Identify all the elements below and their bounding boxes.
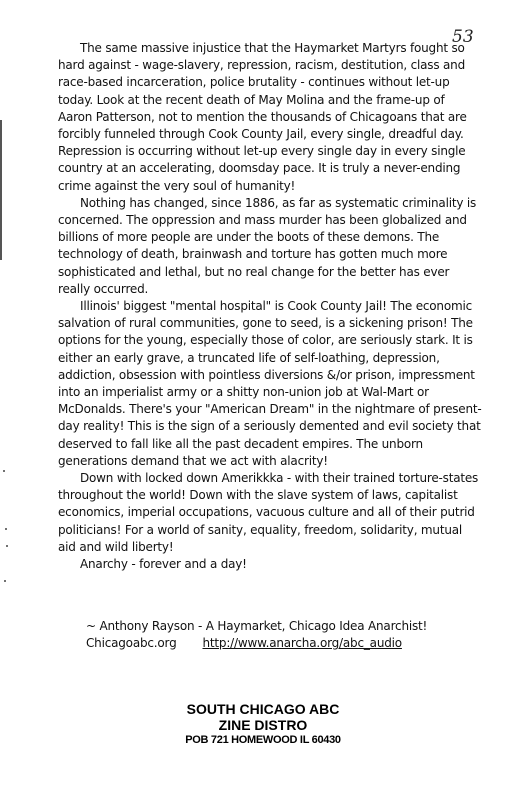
author-byline: ~ Anthony Rayson - A Haymarket, Chicago Idea Anarchist! <box>86 619 428 633</box>
signature-links <box>86 635 486 652</box>
page-number: 53 <box>452 27 474 47</box>
paragraph: Nothing has changed, since 1886, as far as systematic criminality is concerned. The oppression and mass murder has been globalized and billions of more people are under the boots of these demons. The technology of death, brainwash and torture has gotten much more sophisticated and lethal, but no real change for the better has ever really occurred. <box>58 195 477 296</box>
footer-address: POB 721 HOMEWOOD IL 60430 <box>185 734 341 746</box>
margin-speck <box>3 470 5 472</box>
paragraph: Anarchy - forever and a day! <box>80 557 247 572</box>
footer-org-name: SOUTH CHICAGO ABC <box>186 701 340 717</box>
left-margin-mark <box>0 120 2 260</box>
margin-speck <box>6 545 8 547</box>
margin-speck <box>5 528 7 530</box>
audio-url-link[interactable]: http://www.anarcha.org/abc_audio <box>202 636 402 651</box>
site-link[interactable]: Chicagoabc.org <box>86 636 177 651</box>
distro-footer <box>0 701 526 747</box>
signature-block <box>86 618 486 652</box>
article-body <box>58 40 482 573</box>
paragraph: Illinois' biggest "mental hospital" is Cook County Jail! The economic salvation of rural communities, gone to seed, is a sickening prison! The options for the young, especially those of color, are seriously stark. It is either an early grave, a truncated life of self-loathing, depression, addiction, obsession with pointless diversions &/or prison, impressment into an imperialist army or a shitty non-union job at Wal-Mart or McDonalds. There's your "American Dream" in the nightmare of present-day reality! This is the sign of a seriously demented and evil society that deserved to fall like all the past decadent empires. The unborn generations demand that we act with alacrity! <box>58 299 482 468</box>
paragraph: Down with locked down Amerikkka - with their trained torture-states throughout the world! Down with the slave system of laws, capitalist economics, imperial occupations, vacuous culture and all of their putrid politicians! For a world of sanity, equality, freedom, solidarity, mutual aid and wild liberty! <box>58 471 479 554</box>
paragraph: The same massive injustice that the Haymarket Martyrs fought so hard against - wage-slavery, repression, racism, destitution, class and race-based incarceration, police brutality - continues without let-up today. Look at the recent death of May Molina and the frame-up of Aaron Patterson, not to mention the thousands of Chicagoans that are forcibly funneled through Cook County Jail, every single, dreadful day. Repression is occurring without let-up every single day in every single country at an accelerating, doomsday pace. It is truly a never-ending crime against the very soul of humanity! <box>58 41 467 193</box>
footer-distro-name: ZINE DISTRO <box>218 717 308 733</box>
margin-speck <box>4 580 6 582</box>
